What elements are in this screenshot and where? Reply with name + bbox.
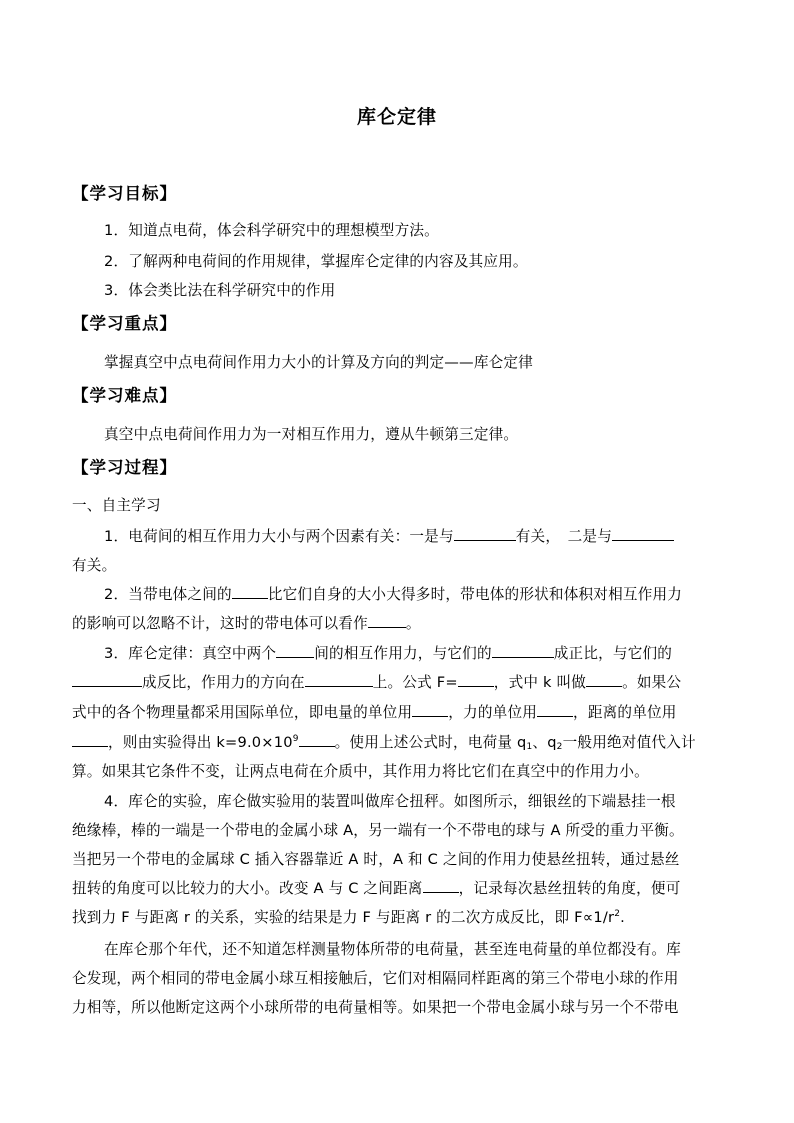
page-title: 库仑定律: [356, 106, 437, 128]
q3-blank-3[interactable]: [72, 671, 142, 687]
q3-blank-1[interactable]: [276, 642, 314, 658]
q3-sub-2: 2: [556, 742, 563, 752]
q3-blank-5[interactable]: [458, 671, 494, 687]
q1-blank-2[interactable]: [612, 525, 674, 541]
q2-blank-2[interactable]: [368, 612, 406, 628]
q3-text-c: 成正比，与它们的: [553, 645, 673, 662]
difficulties-heading: 【学习难点】: [72, 386, 177, 405]
question-4-line-4: [72, 877, 681, 898]
question-3-line-2: [72, 671, 681, 692]
paragraph-line-3: 力相等，所以他断定这两个小球所带的电荷量相等。如果把一个带电金属小球与另一个不带电: [72, 999, 679, 1016]
q4-text-c: 找到力 F 与距离 r 的关系，实验的结果是力 F 与距离 r 的二次方成反比，即 F∝1/r: [72, 909, 615, 926]
q3-text-l: 。使用上述公式时，电荷量 q: [334, 734, 527, 751]
question-1-line-2: 有关。: [72, 557, 117, 574]
process-subheading: 一、自主学习: [72, 497, 161, 514]
question-1-line: [104, 525, 674, 546]
q4-text-b: ，记录每次悬丝扭转的角度，便可: [458, 880, 681, 897]
paragraph-line-1: 在库仑那个年代，还不知道怎样测量物体所带的电荷量，甚至连电荷量的单位都没有。库: [104, 941, 681, 958]
question-4-line-3: 当把另一个带电的金属球 C 插入容器靠近 A 时，A 和 C 之间的作用力使悬丝扭转，通过悬丝: [72, 851, 680, 868]
q3-text-j: ，距离的单位用: [573, 704, 677, 721]
q3-blank-6[interactable]: [586, 671, 622, 687]
q1-text-b: 有关， 二是与: [515, 528, 613, 545]
q3-text-f: ，式中 k 叫做: [493, 674, 587, 691]
q3-text-h: 式中的各个物理量都采用国际单位，即电量的单位用: [72, 704, 413, 721]
key-points-text: 掌握真空中点电荷间作用力大小的计算及方向的判定——库仑定律: [104, 354, 534, 371]
q3-blank-2[interactable]: [492, 642, 554, 658]
question-3-line-4: [72, 731, 696, 752]
q3-blank-8[interactable]: [537, 701, 573, 717]
goal-item: 2．了解两种电荷间的作用规律，掌握库仑定律的内容及其应用。: [104, 253, 528, 270]
q3-text-d: 成反比，作用力的方向在: [142, 674, 305, 691]
q2-text-c: 的影响可以忽略不计，这时的带电体可以看作: [72, 615, 368, 632]
q3-blank-9[interactable]: [72, 731, 108, 747]
question-2-line: [104, 583, 682, 604]
difficulties-text: 真空中点电荷间作用力为一对相互作用力，遵从牛顿第三定律。: [104, 426, 519, 443]
paragraph-line-2: 仑发现，两个相同的带电金属小球互相接触后，它们对相隔同样距离的第三个带电小球的作用: [72, 970, 679, 987]
goal-item: 3．体会类比法在科学研究中的作用: [104, 282, 336, 299]
question-3-line-3: [72, 701, 677, 722]
q4-text-a: 扭转的角度可以比较力的大小。改变 A 与 C 之间距离: [72, 880, 423, 897]
process-heading: 【学习过程】: [72, 458, 177, 477]
q3-text-n: 一般用绝对值代入计: [562, 734, 696, 751]
q3-sub-1: 1: [526, 742, 533, 752]
q3-text-i: ，力的单位用: [448, 704, 538, 721]
goals-heading: 【学习目标】: [72, 184, 177, 203]
question-3-line-5: 算。如果其它条件不变，让两点电荷在介质中，其作用力将比它们在真空中的作用力小。: [72, 763, 649, 780]
q3-exponent: 9: [292, 734, 299, 744]
q2-text-a: 2．当带电体之间的: [104, 586, 232, 603]
q3-text-m: 、q: [532, 734, 557, 751]
question-3-line-1: [104, 642, 672, 663]
q3-blank-10[interactable]: [299, 731, 335, 747]
question-4-line-5: [72, 906, 625, 927]
q3-text-b: 间的相互作用力，与它们的: [314, 645, 492, 662]
key-points-heading: 【学习重点】: [72, 314, 177, 333]
q3-text-a: 3．库仑定律：真空中两个: [104, 645, 277, 662]
q4-exponent: 2: [614, 909, 621, 919]
q2-blank-1[interactable]: [232, 583, 268, 599]
q1-blank-1[interactable]: [454, 525, 516, 541]
question-4-line-2: 绝缘棒，棒的一端是一个带电的金属小球 A，另一端有一个不带电的球与 A 所受的重力平衡。: [72, 822, 684, 839]
q3-blank-7[interactable]: [412, 701, 448, 717]
q2-text-d: 。: [405, 615, 421, 632]
q3-text-g: 。如果公: [622, 674, 682, 691]
q3-blank-4[interactable]: [305, 671, 373, 687]
q3-text-e: 上。公式 F=: [372, 674, 458, 691]
q4-blank-1[interactable]: [423, 877, 459, 893]
q2-text-b: 比它们自身的大小大得多时，带电体的形状和体积对相互作用力: [267, 586, 683, 603]
q3-text-k: ，则由实验得出 k=9.0×10: [108, 734, 293, 751]
q1-text-a: 1．电荷间的相互作用力大小与两个因素有关：一是与: [104, 528, 454, 545]
question-2-line-2: [72, 612, 421, 633]
question-4-line-1: 4．库仑的实验，库仑做实验用的装置叫做库仑扭秤。如图所示，细银丝的下端悬挂一根: [104, 793, 676, 810]
goal-item: 1．知道点电荷，体会科学研究中的理想模型方法。: [104, 222, 439, 239]
q4-text-end: .: [620, 909, 625, 926]
